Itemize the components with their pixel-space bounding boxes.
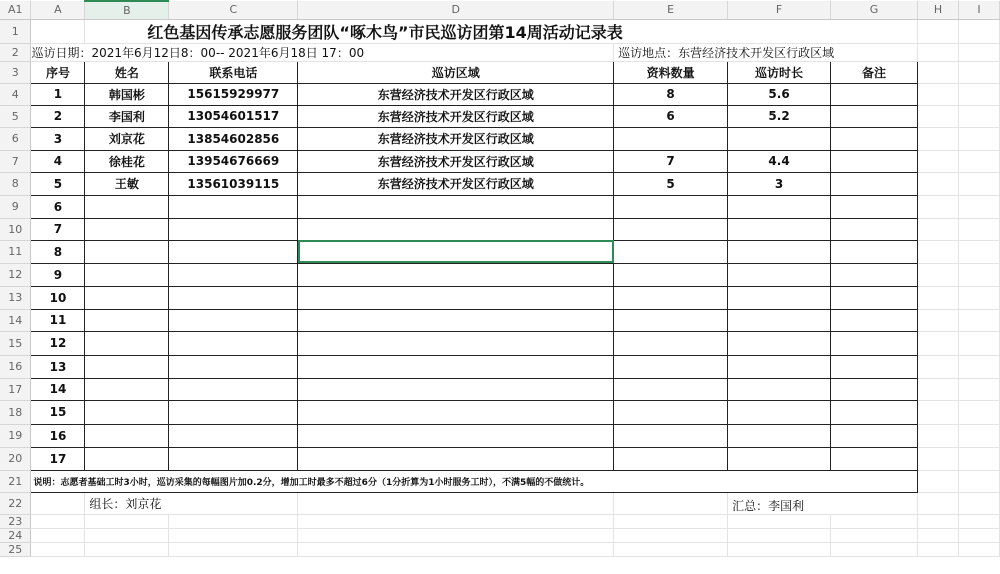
visit-date[interactable]: 巡访日期：2021年6月12日8：00-- 2021年6月18日 17：00 bbox=[31, 43, 614, 61]
cell-phone[interactable] bbox=[169, 331, 298, 355]
cell-duration[interactable] bbox=[728, 309, 831, 331]
sheet-row bbox=[0, 263, 1000, 286]
sheet-row bbox=[0, 240, 1000, 263]
cell-duration[interactable] bbox=[728, 240, 831, 263]
empty-cell[interactable] bbox=[918, 309, 959, 331]
cell-remark[interactable] bbox=[831, 447, 918, 470]
empty-cell[interactable] bbox=[958, 195, 999, 218]
cell-seq[interactable]: 7 bbox=[31, 218, 85, 240]
column-header-i[interactable]: I bbox=[958, 1, 999, 19]
cell-area[interactable] bbox=[298, 286, 614, 309]
cell-name[interactable] bbox=[85, 263, 169, 286]
sheet-row bbox=[0, 218, 1000, 240]
cell-remark[interactable] bbox=[831, 218, 918, 240]
cell-name[interactable] bbox=[85, 286, 169, 309]
cell-count[interactable]: 6 bbox=[614, 105, 728, 127]
empty-cell[interactable] bbox=[31, 492, 85, 514]
empty-cell[interactable] bbox=[958, 309, 999, 331]
sheet-row bbox=[0, 400, 1000, 424]
row-header-25[interactable]: 25 bbox=[0, 542, 31, 556]
empty-cell[interactable] bbox=[918, 286, 959, 309]
empty-cell[interactable] bbox=[169, 542, 298, 556]
cell-phone[interactable] bbox=[169, 218, 298, 240]
cell-seq[interactable]: 17 bbox=[31, 447, 85, 470]
sheet-row bbox=[0, 105, 1000, 127]
cell-area[interactable]: 东营经济技术开发区行政区域 bbox=[298, 105, 614, 127]
explanation-note[interactable]: 说明：志愿者基础工时3小时，巡访采集的每幅图片加0.2分，增加工时最多不超过6分（1分折算为1小时服务工时），不满5幅的不做统计。 bbox=[31, 470, 918, 492]
empty-cell[interactable] bbox=[31, 528, 85, 542]
cell-seq[interactable]: 5 bbox=[31, 172, 85, 195]
header-name[interactable]: 姓名 bbox=[85, 61, 169, 83]
empty-cell[interactable] bbox=[298, 514, 614, 528]
cell-count[interactable] bbox=[614, 331, 728, 355]
cell-name[interactable] bbox=[85, 309, 169, 331]
cell-name[interactable] bbox=[85, 447, 169, 470]
cell-phone[interactable] bbox=[169, 309, 298, 331]
sheet-row bbox=[0, 492, 1000, 514]
empty-cell[interactable] bbox=[169, 514, 298, 528]
cell-phone[interactable] bbox=[169, 355, 298, 378]
sheet-row bbox=[0, 127, 1000, 150]
cell-remark[interactable] bbox=[831, 286, 918, 309]
empty-cell[interactable] bbox=[831, 514, 918, 528]
cell-name[interactable]: 徐桂花 bbox=[85, 150, 169, 172]
row-header-17[interactable]: 17 bbox=[0, 378, 31, 400]
cell-area[interactable] bbox=[298, 400, 614, 424]
cell-name[interactable] bbox=[85, 331, 169, 355]
empty-cell[interactable] bbox=[918, 19, 959, 43]
empty-cell[interactable] bbox=[918, 447, 959, 470]
cell-remark[interactable] bbox=[831, 127, 918, 150]
row-header-14[interactable]: 14 bbox=[0, 309, 31, 331]
cell-phone[interactable] bbox=[169, 263, 298, 286]
sheet-row bbox=[0, 286, 1000, 309]
empty-cell[interactable] bbox=[958, 83, 999, 105]
empty-cell[interactable] bbox=[918, 218, 959, 240]
cell-seq[interactable]: 16 bbox=[31, 424, 85, 447]
row-header-2[interactable]: 2 bbox=[0, 43, 31, 61]
row-header-11[interactable]: 11 bbox=[0, 240, 31, 263]
empty-cell[interactable] bbox=[918, 542, 959, 556]
empty-cell[interactable] bbox=[958, 331, 999, 355]
cell-count[interactable] bbox=[614, 355, 728, 378]
cell-remark[interactable] bbox=[831, 263, 918, 286]
empty-cell[interactable] bbox=[958, 150, 999, 172]
cell-count[interactable] bbox=[614, 263, 728, 286]
empty-cell[interactable] bbox=[958, 492, 999, 514]
column-header-a[interactable]: A bbox=[31, 1, 85, 19]
cell-duration[interactable] bbox=[728, 195, 831, 218]
sheet-row bbox=[0, 355, 1000, 378]
row-header-9[interactable]: 9 bbox=[0, 195, 31, 218]
cell-phone[interactable] bbox=[169, 195, 298, 218]
empty-cell[interactable] bbox=[958, 528, 999, 542]
report-title[interactable]: 红色基因传承志愿服务团队“啄木鸟”市民巡访团第14周活动记录表 bbox=[85, 19, 918, 43]
cell-name[interactable] bbox=[85, 424, 169, 447]
empty-cell[interactable] bbox=[958, 542, 999, 556]
cell-phone[interactable] bbox=[169, 424, 298, 447]
empty-cell[interactable] bbox=[85, 528, 169, 542]
empty-cell[interactable] bbox=[958, 400, 999, 424]
cell-phone[interactable]: 13954676669 bbox=[169, 150, 298, 172]
row-header-20[interactable]: 20 bbox=[0, 447, 31, 470]
cell-duration[interactable]: 5.6 bbox=[728, 83, 831, 105]
cell-name[interactable] bbox=[85, 400, 169, 424]
cell-name[interactable] bbox=[85, 378, 169, 400]
sheet-row bbox=[0, 43, 1000, 61]
cell-duration[interactable]: 4.4 bbox=[728, 150, 831, 172]
row-header-19[interactable]: 19 bbox=[0, 424, 31, 447]
sheet-row bbox=[0, 150, 1000, 172]
cell-remark[interactable] bbox=[831, 355, 918, 378]
cell-area[interactable] bbox=[298, 309, 614, 331]
cell-count[interactable] bbox=[614, 424, 728, 447]
empty-cell[interactable] bbox=[918, 127, 959, 150]
row-header-15[interactable]: 15 bbox=[0, 331, 31, 355]
cell-name[interactable] bbox=[85, 240, 169, 263]
cell-duration[interactable] bbox=[728, 447, 831, 470]
active-cell[interactable] bbox=[298, 240, 614, 263]
cell-count[interactable] bbox=[614, 378, 728, 400]
cell-area[interactable] bbox=[298, 263, 614, 286]
row-header-3[interactable]: 3 bbox=[0, 61, 31, 83]
empty-cell[interactable] bbox=[958, 514, 999, 528]
empty-cell[interactable] bbox=[918, 105, 959, 127]
empty-cell[interactable] bbox=[298, 492, 614, 514]
empty-cell[interactable] bbox=[918, 150, 959, 172]
header-duration[interactable]: 巡访时长 bbox=[728, 61, 831, 83]
group-leader[interactable]: 组长：刘京花 bbox=[85, 492, 298, 514]
cell-seq[interactable]: 1 bbox=[31, 83, 85, 105]
row-header-24[interactable]: 24 bbox=[0, 528, 31, 542]
cell-phone[interactable]: 13054601517 bbox=[169, 105, 298, 127]
cell-area[interactable]: 东营经济技术开发区行政区域 bbox=[298, 83, 614, 105]
cell-area[interactable]: 东营经济技术开发区行政区域 bbox=[298, 172, 614, 195]
select-all-corner[interactable]: A1 bbox=[0, 1, 31, 19]
empty-cell[interactable] bbox=[958, 470, 999, 492]
empty-cell[interactable] bbox=[85, 542, 169, 556]
empty-cell[interactable] bbox=[958, 19, 999, 43]
cell-remark[interactable] bbox=[831, 105, 918, 127]
cell-phone[interactable] bbox=[169, 240, 298, 263]
empty-cell[interactable] bbox=[31, 542, 85, 556]
empty-cell[interactable] bbox=[298, 528, 614, 542]
sheet-row bbox=[0, 172, 1000, 195]
column-header-f[interactable]: F bbox=[728, 1, 831, 19]
cell-remark[interactable] bbox=[831, 331, 918, 355]
visit-location[interactable]: 巡访地点：东营经济技术开发区行政区域 bbox=[614, 43, 918, 61]
empty-cell[interactable] bbox=[614, 528, 728, 542]
cell-seq[interactable]: 10 bbox=[31, 286, 85, 309]
empty-cell[interactable] bbox=[918, 195, 959, 218]
cell-duration[interactable] bbox=[728, 378, 831, 400]
empty-cell[interactable] bbox=[831, 528, 918, 542]
empty-cell[interactable] bbox=[85, 514, 169, 528]
empty-cell[interactable] bbox=[918, 172, 959, 195]
sheet-row bbox=[0, 424, 1000, 447]
sheet-row bbox=[0, 542, 1000, 556]
empty-cell[interactable] bbox=[918, 424, 959, 447]
header-seq[interactable]: 序号 bbox=[31, 61, 85, 83]
row-header-10[interactable]: 10 bbox=[0, 218, 31, 240]
cell-seq[interactable]: 6 bbox=[31, 195, 85, 218]
cell-area[interactable] bbox=[298, 218, 614, 240]
cell-name[interactable]: 刘京花 bbox=[85, 127, 169, 150]
cell-phone[interactable] bbox=[169, 378, 298, 400]
cell-name[interactable]: 李国利 bbox=[85, 105, 169, 127]
empty-cell[interactable] bbox=[958, 447, 999, 470]
sheet-row bbox=[0, 528, 1000, 542]
empty-cell[interactable] bbox=[728, 542, 831, 556]
cell-count[interactable] bbox=[614, 400, 728, 424]
empty-cell[interactable] bbox=[958, 263, 999, 286]
cell-seq[interactable]: 15 bbox=[31, 400, 85, 424]
row-header-21[interactable]: 21 bbox=[0, 470, 31, 492]
empty-cell[interactable] bbox=[958, 240, 999, 263]
empty-cell[interactable] bbox=[958, 286, 999, 309]
sheet-row bbox=[0, 61, 1000, 83]
cell-duration[interactable] bbox=[728, 355, 831, 378]
column-header-h[interactable]: H bbox=[918, 1, 959, 19]
cell-area[interactable]: 东营经济技术开发区行政区域 bbox=[298, 150, 614, 172]
cell-name[interactable] bbox=[85, 195, 169, 218]
summary-by[interactable]: 汇总：李国利 bbox=[728, 492, 918, 514]
row-header-13[interactable]: 13 bbox=[0, 286, 31, 309]
cell-seq[interactable]: 14 bbox=[31, 378, 85, 400]
cell-area[interactable] bbox=[298, 355, 614, 378]
sheet-row bbox=[0, 331, 1000, 355]
row-header-22[interactable]: 22 bbox=[0, 492, 31, 514]
row-header-1[interactable]: 1 bbox=[0, 19, 31, 43]
empty-cell[interactable] bbox=[831, 542, 918, 556]
empty-cell[interactable] bbox=[918, 43, 959, 61]
cell-name[interactable] bbox=[85, 218, 169, 240]
cell-duration[interactable] bbox=[728, 263, 831, 286]
cell-area[interactable]: 东营经济技术开发区行政区域 bbox=[298, 127, 614, 150]
column-header-d[interactable]: D bbox=[298, 1, 614, 19]
cell-duration[interactable] bbox=[728, 218, 831, 240]
header-remark[interactable]: 备注 bbox=[831, 61, 918, 83]
cell-area[interactable] bbox=[298, 195, 614, 218]
header-count[interactable]: 资料数量 bbox=[614, 61, 728, 83]
empty-cell[interactable] bbox=[31, 19, 85, 43]
empty-cell[interactable] bbox=[958, 378, 999, 400]
row-header-5[interactable]: 5 bbox=[0, 105, 31, 127]
cell-count[interactable] bbox=[614, 286, 728, 309]
empty-cell[interactable] bbox=[918, 492, 959, 514]
cell-duration[interactable] bbox=[728, 331, 831, 355]
cell-count[interactable]: 5 bbox=[614, 172, 728, 195]
cell-count[interactable] bbox=[614, 309, 728, 331]
empty-cell[interactable] bbox=[918, 240, 959, 263]
cell-seq[interactable]: 8 bbox=[31, 240, 85, 263]
sheet-row bbox=[0, 378, 1000, 400]
cell-remark[interactable] bbox=[831, 400, 918, 424]
sheet-row bbox=[0, 19, 1000, 43]
cell-count[interactable] bbox=[614, 195, 728, 218]
empty-cell[interactable] bbox=[918, 331, 959, 355]
sheet-row bbox=[0, 83, 1000, 105]
empty-cell[interactable] bbox=[918, 355, 959, 378]
empty-cell[interactable] bbox=[958, 424, 999, 447]
cell-phone[interactable]: 13854602856 bbox=[169, 127, 298, 150]
cell-area[interactable] bbox=[298, 424, 614, 447]
cell-remark[interactable] bbox=[831, 309, 918, 331]
sheet-row bbox=[0, 309, 1000, 331]
cell-remark[interactable] bbox=[831, 424, 918, 447]
cell-phone[interactable] bbox=[169, 400, 298, 424]
cell-name[interactable]: 王敏 bbox=[85, 172, 169, 195]
empty-cell[interactable] bbox=[918, 61, 959, 83]
cell-seq[interactable]: 11 bbox=[31, 309, 85, 331]
row-header-4[interactable]: 4 bbox=[0, 83, 31, 105]
row-header-16[interactable]: 16 bbox=[0, 355, 31, 378]
empty-cell[interactable] bbox=[31, 514, 85, 528]
cell-seq[interactable]: 12 bbox=[31, 331, 85, 355]
row-header-12[interactable]: 12 bbox=[0, 263, 31, 286]
cell-duration[interactable]: 5.2 bbox=[728, 105, 831, 127]
sheet-row bbox=[0, 514, 1000, 528]
column-header-c[interactable]: C bbox=[169, 1, 298, 19]
cell-count[interactable] bbox=[614, 240, 728, 263]
sheet-row bbox=[0, 195, 1000, 218]
cell-duration[interactable] bbox=[728, 424, 831, 447]
cell-area[interactable] bbox=[298, 447, 614, 470]
cell-remark[interactable] bbox=[831, 195, 918, 218]
row-header-8[interactable]: 8 bbox=[0, 172, 31, 195]
cell-phone[interactable]: 13561039115 bbox=[169, 172, 298, 195]
empty-cell[interactable] bbox=[614, 542, 728, 556]
cell-remark[interactable] bbox=[831, 83, 918, 105]
empty-cell[interactable] bbox=[918, 263, 959, 286]
empty-cell[interactable] bbox=[958, 218, 999, 240]
row-header-18[interactable]: 18 bbox=[0, 400, 31, 424]
column-header-b[interactable]: B bbox=[85, 1, 169, 19]
empty-cell[interactable] bbox=[918, 83, 959, 105]
cell-phone[interactable] bbox=[169, 447, 298, 470]
cell-seq[interactable]: 13 bbox=[31, 355, 85, 378]
cell-count[interactable] bbox=[614, 218, 728, 240]
cell-seq[interactable]: 2 bbox=[31, 105, 85, 127]
empty-cell[interactable] bbox=[958, 172, 999, 195]
cell-seq[interactable]: 9 bbox=[31, 263, 85, 286]
row-header-7[interactable]: 7 bbox=[0, 150, 31, 172]
cell-name[interactable] bbox=[85, 355, 169, 378]
cell-duration[interactable] bbox=[728, 400, 831, 424]
cell-remark[interactable] bbox=[831, 378, 918, 400]
cell-count[interactable]: 8 bbox=[614, 83, 728, 105]
cell-duration[interactable] bbox=[728, 127, 831, 150]
row-header-23[interactable]: 23 bbox=[0, 514, 31, 528]
empty-cell[interactable] bbox=[614, 514, 728, 528]
empty-cell[interactable] bbox=[958, 127, 999, 150]
cell-area[interactable] bbox=[298, 331, 614, 355]
cell-remark[interactable] bbox=[831, 240, 918, 263]
cell-phone[interactable]: 15615929977 bbox=[169, 83, 298, 105]
cell-duration[interactable]: 3 bbox=[728, 172, 831, 195]
header-area[interactable]: 巡访区域 bbox=[298, 61, 614, 83]
cell-phone[interactable] bbox=[169, 286, 298, 309]
cell-seq[interactable]: 3 bbox=[31, 127, 85, 150]
column-header-e[interactable]: E bbox=[614, 1, 728, 19]
sheet-row bbox=[0, 447, 1000, 470]
cell-seq[interactable]: 4 bbox=[31, 150, 85, 172]
empty-cell[interactable] bbox=[958, 355, 999, 378]
empty-cell[interactable] bbox=[918, 378, 959, 400]
empty-cell[interactable] bbox=[918, 400, 959, 424]
empty-cell[interactable] bbox=[728, 528, 831, 542]
empty-cell[interactable] bbox=[169, 528, 298, 542]
empty-cell[interactable] bbox=[918, 528, 959, 542]
empty-cell[interactable] bbox=[958, 105, 999, 127]
cell-name[interactable]: 韩国彬 bbox=[85, 83, 169, 105]
cell-count[interactable] bbox=[614, 447, 728, 470]
row-header-6[interactable]: 6 bbox=[0, 127, 31, 150]
cell-remark[interactable] bbox=[831, 172, 918, 195]
header-phone[interactable]: 联系电话 bbox=[169, 61, 298, 83]
cell-remark[interactable] bbox=[831, 150, 918, 172]
empty-cell[interactable] bbox=[958, 43, 999, 61]
empty-cell[interactable] bbox=[298, 542, 614, 556]
empty-cell[interactable] bbox=[918, 514, 959, 528]
empty-cell[interactable] bbox=[918, 470, 959, 492]
cell-duration[interactable] bbox=[728, 286, 831, 309]
empty-cell[interactable] bbox=[958, 61, 999, 83]
cell-count[interactable] bbox=[614, 127, 728, 150]
sheet-row bbox=[0, 470, 1000, 492]
empty-cell[interactable] bbox=[614, 492, 728, 514]
cell-area[interactable] bbox=[298, 378, 614, 400]
empty-cell[interactable] bbox=[728, 514, 831, 528]
column-header-g[interactable]: G bbox=[831, 1, 918, 19]
column-header-row bbox=[0, 1, 1000, 19]
cell-count[interactable]: 7 bbox=[614, 150, 728, 172]
